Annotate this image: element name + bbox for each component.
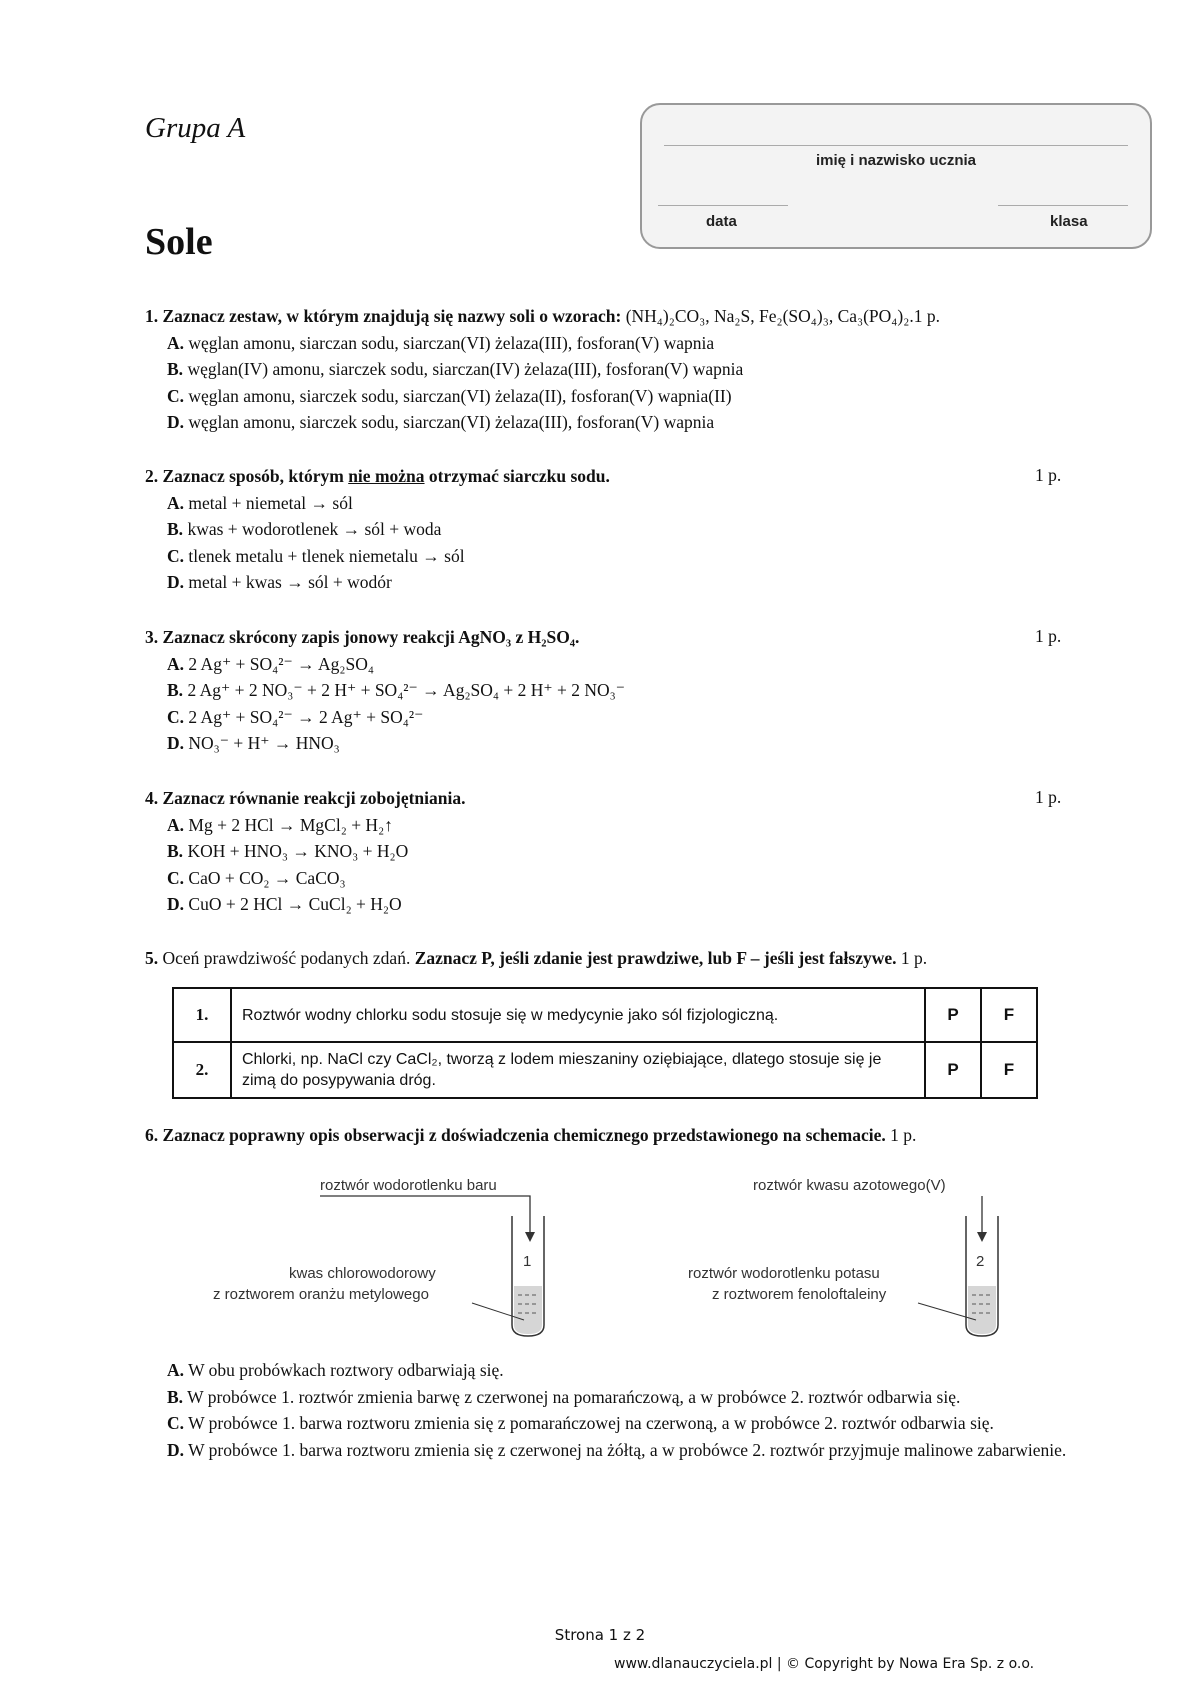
- row-number: 2.: [173, 1042, 231, 1098]
- question-3: [145, 624, 625, 757]
- tube1-liquid: [514, 1286, 542, 1334]
- answer-option[interactable]: D. CuO + 2 HCl → CuCl₂ + H₂O: [167, 894, 402, 914]
- answer-option[interactable]: D. węglan amonu, siarczek sodu, siarczan(VI) żelaza(III), fosforan(V) wapnia: [167, 412, 715, 432]
- tube1-number: 1: [523, 1253, 532, 1270]
- tube2-content-line1: roztwór wodorotlenku potasu: [688, 1265, 880, 1282]
- tube2-liquid: [968, 1286, 996, 1334]
- answer-option[interactable]: A. węglan amonu, siarczan sodu, siarczan(VI) żelaza(III), fosforan(V) wapnia: [167, 332, 715, 353]
- question-3-text: Zaznacz skrócony zapis jonowy reakcji AgNO₃ z H₂SO₄.: [162, 627, 580, 647]
- answer-option[interactable]: C. tlenek metalu + tlenek niemetalu → sól: [167, 545, 465, 566]
- question-points: 1 p.: [1035, 787, 1062, 807]
- answer-option[interactable]: A. 2 Ag⁺ + SO₄²⁻ → Ag₂SO₄: [167, 653, 374, 674]
- answer-option[interactable]: A. Mg + 2 HCl → MgCl₂ + H₂↑: [167, 814, 393, 835]
- tube1-arrow-line: [320, 1196, 530, 1240]
- answer-option[interactable]: C. 2 Ag⁺ + SO₄²⁻ → 2 Ag⁺ + SO₄²⁻: [167, 706, 424, 727]
- tube2-content-line2: z roztworem fenoloftaleiny: [712, 1286, 887, 1303]
- tube2-number: 2: [976, 1253, 985, 1270]
- question-4-header: [145, 785, 465, 812]
- name-line: [664, 145, 1128, 146]
- tube2-pointer: [918, 1303, 976, 1320]
- question-2: [145, 463, 610, 596]
- answer-option[interactable]: C. W probówce 1. barwa roztworu zmienia się z pomarańczowej na czerwoną, a w probówce 2. roztwór odbarwia się.: [167, 1413, 994, 1433]
- student-name-label: imię i nazwisko ucznia: [815, 152, 977, 169]
- true-option[interactable]: P: [925, 1042, 981, 1098]
- question-6-header: [145, 1122, 916, 1149]
- tube2-reagent-label: roztwór kwasu azotowego(V): [753, 1177, 946, 1194]
- question-number: 3.: [145, 627, 159, 647]
- class-line: [998, 205, 1128, 206]
- question-1-formulas: (NH₄)₂CO₃, Na₂S, Fe₂(SO₄)₃, Ca₃(PO₄)₂.: [625, 306, 914, 326]
- answer-option[interactable]: B. W probówce 1. roztwór zmienia barwę z czerwonej na pomarańczową, a w probówce 2. roztwór odbarwia się.: [167, 1386, 961, 1407]
- page-title: Sole: [145, 221, 213, 263]
- answer-option[interactable]: D. W probówce 1. barwa roztworu zmienia się z czerwonej na żółtą, a w probówce 2. roztwór przyjmuje malinowe zabarwienie.: [167, 1439, 1067, 1460]
- question-number: 1.: [145, 306, 159, 326]
- question-number: 2.: [145, 466, 159, 486]
- group-label: Grupa A: [145, 112, 246, 144]
- tube2-arrow-head: [977, 1232, 987, 1242]
- class-label: klasa: [1050, 213, 1088, 230]
- question-points: 1 p.: [1035, 626, 1062, 646]
- question-1-header: [145, 303, 940, 330]
- answer-option[interactable]: A. W obu probówkach roztwory odbarwiają się.: [167, 1360, 504, 1380]
- row-number: 1.: [173, 988, 231, 1042]
- question-points: 1 p.: [1035, 465, 1062, 485]
- student-info-box: [640, 103, 1152, 249]
- answer-option[interactable]: B. KOH + HNO₃ → KNO₃ + H₂O: [167, 841, 409, 861]
- question-6-text: Zaznacz poprawny opis obserwacji z doświadczenia chemicznego przedstawionego na schemacie.: [162, 1125, 886, 1145]
- question-1: [145, 303, 940, 436]
- true-option[interactable]: P: [925, 988, 981, 1042]
- copyright-footer: www.dlanauczyciela.pl | © Copyright by Nowa Era Sp. z o.o.: [614, 1656, 1035, 1672]
- experiment-diagram: [200, 1170, 1000, 1345]
- answer-option[interactable]: A. metal + niemetal → sól: [167, 492, 353, 513]
- question-3-header: [145, 624, 625, 651]
- page-number: Strona 1 z 2: [554, 1626, 646, 1644]
- tube1-reagent-label: roztwór wodorotlenku baru: [320, 1177, 497, 1194]
- date-line: [658, 205, 788, 206]
- table-row: [173, 988, 1037, 1042]
- question-6-options: [145, 1357, 1085, 1463]
- question-6: [145, 1122, 916, 1149]
- true-false-table: [172, 987, 1038, 1099]
- question-number: 6.: [145, 1125, 159, 1145]
- tube1-arrow-head: [525, 1232, 535, 1242]
- question-points: 1 p.: [900, 948, 928, 968]
- question-5-header: 5. Oceń prawdziwość podanych zdań. Zaznacz P, jeśli zdanie jest prawdziwe, lub F – jeśli jest fałszywe. 1 p.: [145, 948, 928, 968]
- false-option[interactable]: F: [981, 1042, 1037, 1098]
- false-option[interactable]: F: [981, 988, 1037, 1042]
- question-2-header: 2. Zaznacz sposób, którym nie można otrzymać siarczku sodu.: [145, 466, 610, 486]
- question-points: 1 p.: [890, 1125, 917, 1145]
- emphasis-nie-mozna: nie można: [348, 466, 425, 486]
- question-5: [145, 945, 927, 972]
- question-4-text: Zaznacz równanie reakcji zobojętniania.: [162, 788, 466, 808]
- tube1-content-line1: kwas chlorowodorowy: [289, 1265, 436, 1282]
- answer-option[interactable]: C. węglan amonu, siarczek sodu, siarczan(VI) żelaza(II), fosforan(V) wapnia(II): [167, 385, 732, 406]
- statement-cell: Roztwór wodny chlorku sodu stosuje się w medycynie jako sól fizjologiczną.: [231, 988, 925, 1042]
- date-label: data: [706, 213, 737, 230]
- table-row: [173, 1042, 1037, 1098]
- answer-option[interactable]: D. metal + kwas → sól + wodór: [167, 572, 392, 592]
- answer-option[interactable]: B. kwas + wodorotlenek → sól + woda: [167, 519, 442, 539]
- question-4: [145, 785, 465, 918]
- question-1-text: Zaznacz zestaw, w którym znajdują się nazwy soli o wzorach:: [162, 306, 622, 326]
- question-points: 1 p.: [913, 306, 940, 326]
- answer-option[interactable]: C. CaO + CO₂ → CaCO₃: [167, 867, 346, 888]
- question-number: 5.: [145, 948, 159, 968]
- statement-cell: Chlorki, np. NaCl czy CaCl₂, tworzą z lodem mieszaniny oziębiające, dlatego stosuje się je zimą do posypywania dróg.: [231, 1042, 925, 1098]
- answer-option[interactable]: D. NO₃⁻ + H⁺ → HNO₃: [167, 733, 340, 753]
- tube1-content-line2: z roztworem oranżu metylowego: [213, 1286, 429, 1303]
- answer-option[interactable]: B. węglan(IV) amonu, siarczek sodu, siarczan(IV) żelaza(III), fosforan(V) wapnia: [167, 359, 744, 379]
- question-number: 4.: [145, 788, 159, 808]
- answer-option[interactable]: B. 2 Ag⁺ + 2 NO₃⁻ + 2 H⁺ + SO₄²⁻ → Ag₂SO₄ + 2 H⁺ + 2 NO₃⁻: [167, 680, 625, 700]
